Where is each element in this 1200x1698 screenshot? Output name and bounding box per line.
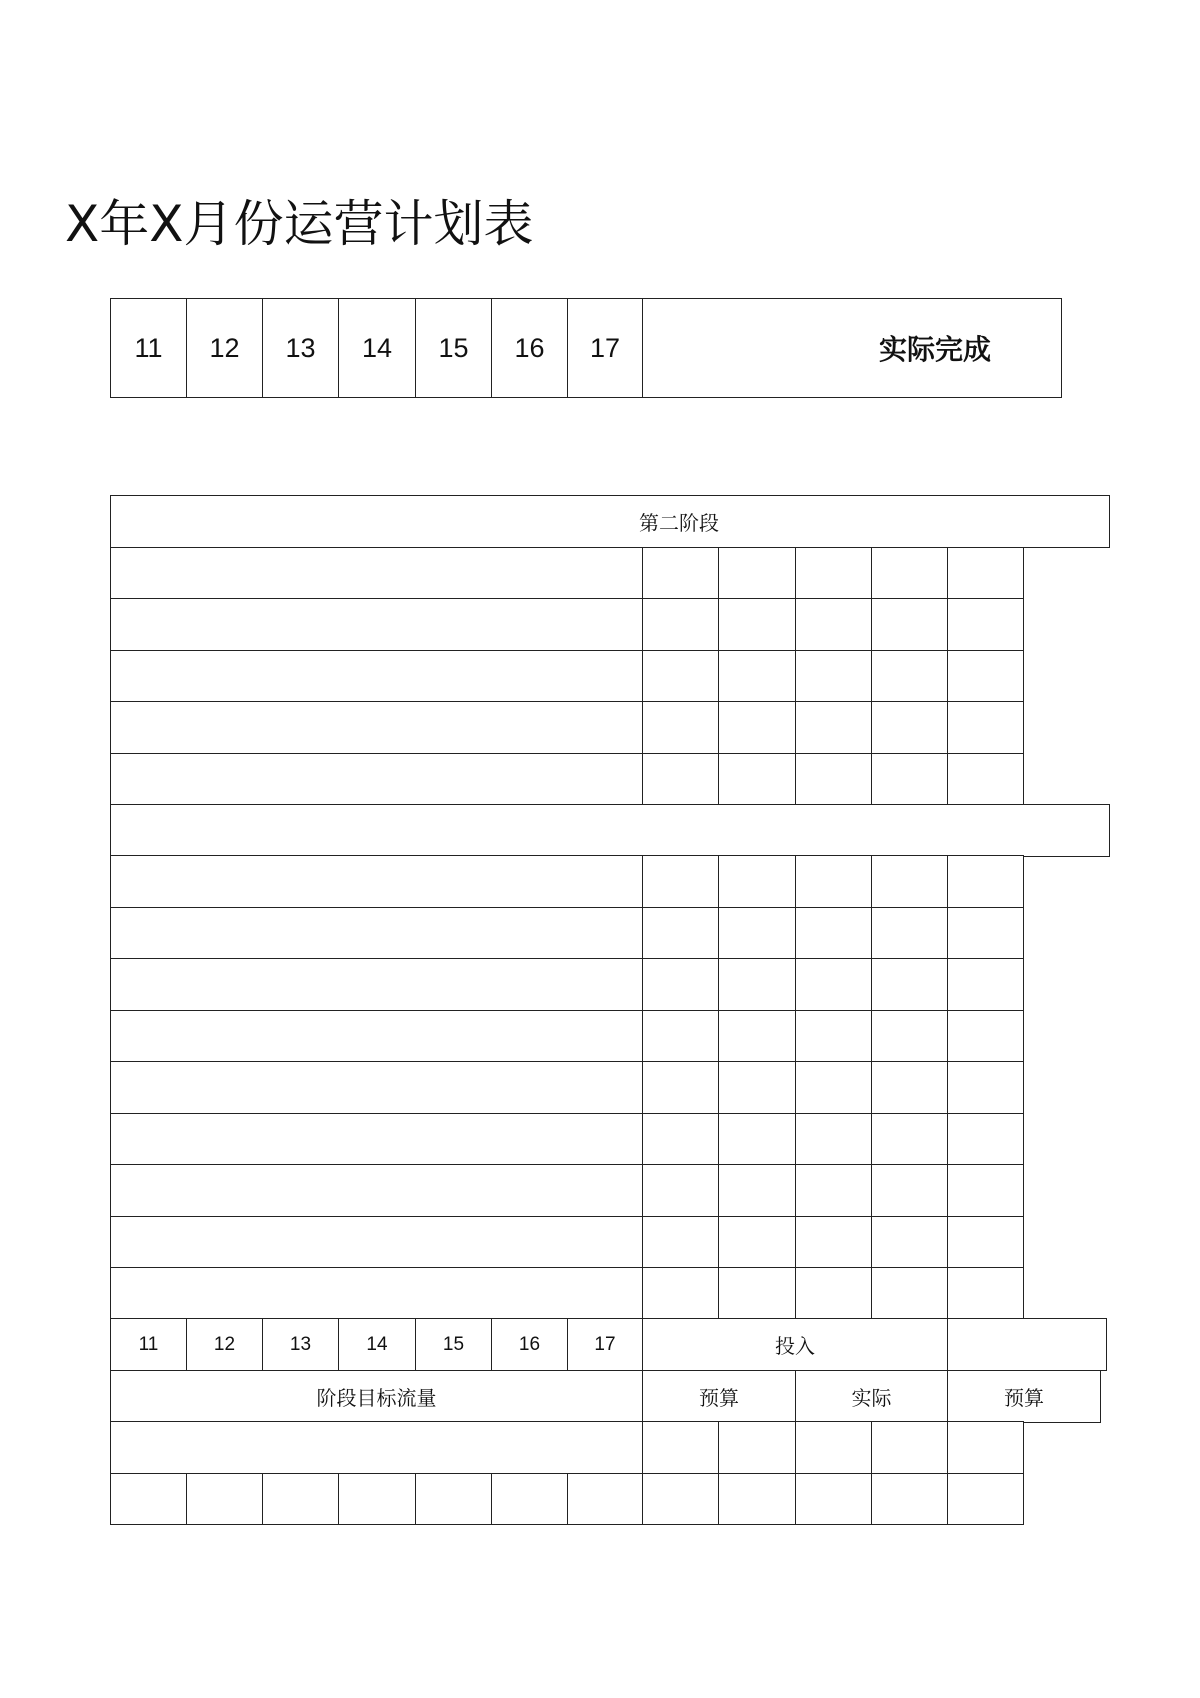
day-value-cell [718,1164,796,1217]
day-cell-13 [262,298,339,398]
day-value-cell [642,1113,719,1166]
day-value-cell [947,650,1024,703]
day-value-cell [718,650,796,703]
stage-target-value-cell [110,1421,643,1474]
day-value-cell [871,701,948,754]
day-value-cell [642,753,719,806]
bottom-value-cell [186,1473,263,1525]
stage-target-cell [110,1370,643,1423]
task-description-cell [110,855,643,908]
budget-label-2: 预算 [1004,1386,1044,1410]
day-number: 17 [589,332,621,363]
day-value-cell [642,855,719,908]
value-cell [871,1421,948,1474]
day-number: 16 [514,332,545,363]
day-value-cell [642,547,719,600]
task-description-cell [110,753,643,806]
day-value-cell [718,1010,796,1063]
day-value-cell [795,1267,872,1320]
day-value-cell [718,1267,796,1320]
task-description-cell [110,1216,643,1269]
value-cell [718,1421,796,1474]
day-number: 17 [594,1333,616,1355]
day-cell-11 [110,298,187,398]
task-description-cell [110,598,643,651]
bottom-day-cell-11 [110,1318,187,1371]
day-value-cell [795,598,872,651]
budget-cell-2 [947,1370,1101,1423]
day-value-cell [718,701,796,754]
bottom-value-cell [947,1473,1024,1525]
investment-label: 投入 [775,1334,815,1358]
stage-header-label: 第二阶段 [639,511,719,535]
day-number: 11 [138,1333,159,1355]
day-value-cell [947,753,1024,806]
day-number: 11 [134,332,163,363]
task-description-cell [110,958,643,1011]
task-description-cell [110,650,643,703]
bottom-day-cell-16 [491,1318,568,1371]
task-description-cell [110,1267,643,1320]
value-cell [642,1421,719,1474]
day-value-cell [947,1164,1024,1217]
task-description-cell [110,701,643,754]
day-value-cell [871,855,948,908]
day-value-cell [642,907,719,960]
day-number: 13 [289,1333,312,1355]
day-value-cell [718,958,796,1011]
day-value-cell [871,598,948,651]
day-value-cell [871,1164,948,1217]
value-cell [947,1421,1024,1474]
day-value-cell [947,547,1024,600]
day-value-cell [795,1061,872,1114]
day-value-cell [642,1216,719,1269]
day-value-cell [642,1010,719,1063]
day-value-cell [642,650,719,703]
bottom-value-cell [338,1473,416,1525]
day-number: 16 [518,1333,541,1355]
day-cell-16 [491,298,568,398]
bottom-value-cell [642,1473,719,1525]
bottom-day-cell-12 [186,1318,263,1371]
bottom-value-cell [415,1473,492,1525]
task-description-cell [110,907,643,960]
day-value-cell [947,1010,1024,1063]
day-value-cell [871,547,948,600]
day-number: 15 [442,1333,465,1355]
bottom-day-cell-14 [338,1318,416,1371]
bottom-value-cell [110,1473,187,1525]
day-value-cell [947,1113,1024,1166]
day-value-cell [795,650,872,703]
day-value-cell [718,855,796,908]
bottom-value-cell [718,1473,796,1525]
day-cell-14 [338,298,416,398]
day-value-cell [871,1113,948,1166]
day-number: 12 [213,1333,236,1355]
day-value-cell [871,1216,948,1269]
day-value-cell [871,753,948,806]
actual-cell [795,1370,948,1423]
bottom-day-cell-15 [415,1318,492,1371]
day-value-cell [947,855,1024,908]
day-value-cell [718,1216,796,1269]
day-number: 13 [285,332,316,363]
bottom-value-cell [567,1473,643,1525]
day-value-cell [947,598,1024,651]
bottom-day-cell-17 [567,1318,643,1371]
day-value-cell [795,958,872,1011]
day-value-cell [947,701,1024,754]
day-value-cell [718,753,796,806]
investment-extra-cell [947,1318,1107,1371]
day-value-cell [871,650,948,703]
day-cell-12 [186,298,263,398]
budget-label: 预算 [699,1386,739,1410]
day-value-cell [642,1061,719,1114]
day-value-cell [718,598,796,651]
stage-target-label: 阶段目标流量 [316,1386,437,1410]
task-description-cell [110,1061,643,1114]
day-value-cell [795,1216,872,1269]
day-value-cell [795,1010,872,1063]
day-cell-17 [567,298,643,398]
day-value-cell [795,753,872,806]
actual-completion-label: 实际完成 [879,333,992,366]
day-value-cell [871,958,948,1011]
value-cell [795,1421,872,1474]
bottom-value-cell [871,1473,948,1525]
day-value-cell [718,547,796,600]
day-value-cell [718,1113,796,1166]
bottom-day-cell-13 [262,1318,339,1371]
day-value-cell [947,958,1024,1011]
day-value-cell [718,907,796,960]
day-value-cell [871,1010,948,1063]
day-value-cell [947,907,1024,960]
day-value-cell [642,701,719,754]
day-number: 12 [209,332,240,363]
day-cell-15 [415,298,492,398]
task-description-cell [110,547,643,600]
actual-label: 实际 [851,1386,892,1410]
bottom-value-cell [795,1473,872,1525]
day-value-cell [642,598,719,651]
day-value-cell [795,907,872,960]
day-number: 14 [366,1333,388,1355]
day-value-cell [871,1267,948,1320]
day-value-cell [795,1164,872,1217]
day-value-cell [642,1267,719,1320]
page-title: X年X月份运营计划表 [65,195,534,253]
budget-cell [642,1370,796,1423]
day-value-cell [718,1061,796,1114]
day-value-cell [947,1216,1024,1269]
day-value-cell [795,701,872,754]
task-description-cell [110,1164,643,1217]
day-value-cell [642,1164,719,1217]
day-value-cell [871,907,948,960]
bottom-value-cell [491,1473,568,1525]
day-value-cell [947,1267,1024,1320]
stage-header-cell [110,495,1110,548]
day-value-cell [795,855,872,908]
day-value-cell [795,547,872,600]
task-description-cell [110,1113,643,1166]
investment-cell [642,1318,948,1371]
day-value-cell [947,1061,1024,1114]
day-value-cell [642,958,719,1011]
day-value-cell [871,1061,948,1114]
bottom-value-cell [262,1473,339,1525]
day-number: 14 [361,332,393,363]
task-description-cell [110,1010,643,1063]
day-value-cell [795,1113,872,1166]
day-number: 15 [438,332,469,363]
actual-completion-cell [642,298,1062,398]
stage-separator-row [110,804,1110,857]
